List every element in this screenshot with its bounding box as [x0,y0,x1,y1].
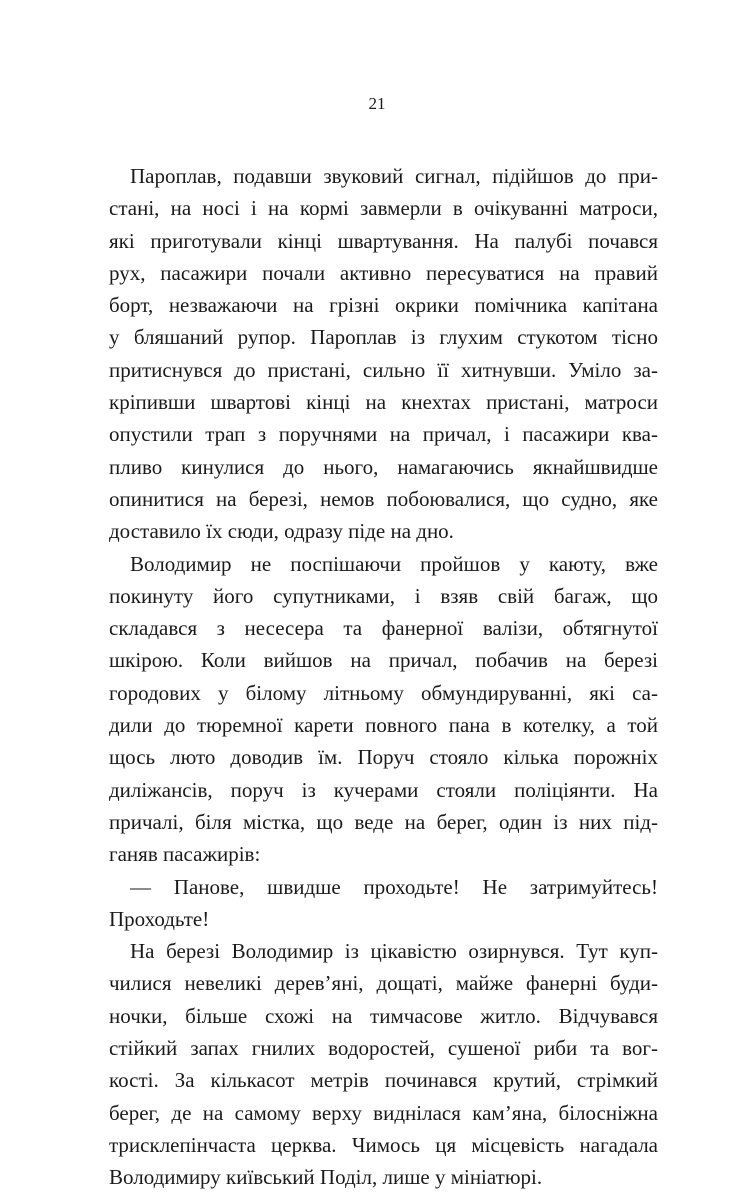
text-line: Проходьте! [109,906,210,931]
text-line: шкірою. Коли вийшов на причал, побачив на березі [109,648,658,673]
text-line: чилися невеликі дерев’яні, дощаті, майже фанерні буди- [109,971,658,996]
text-line: Пароплав, подавши звуковий сигнал, підійшов до при- [130,164,658,188]
paragraph [88,160,658,548]
text-line: причалі, біля містка, що веде на берег, один із них під- [109,809,658,834]
text-line: складався з несесера та фанерної валізи, обтягнутої [109,616,658,641]
text-line: дили до тюремної карети повного пана в котелку, а той [109,713,658,738]
text-line: доставило їх сюди, одразу піде на дно. [109,519,454,544]
paragraph [88,548,658,871]
text-line: опинитися на березі, немов побоювалися, що судно, яке [109,486,658,511]
text-line: притиснувся до пристані, сильно її хитнувши. Уміло за- [109,357,658,382]
paragraph [88,935,658,1193]
text-line: кості. За кількасот метрів починався крутий, стрімкий [109,1068,658,1093]
text-line: городових у білому літньому обмундируванні, які са- [109,680,658,705]
text-line: На березі Володимир із цікавістю озирнувся. Тут куп- [130,939,658,964]
text-line: диліжансів, поруч із кучерами стояли поліціянти. На [109,777,658,802]
text-line: борт, незважаючи на грізні окрики помічника капітана [109,293,658,318]
text-line: які приготували кінці швартування. На палубі почався [109,228,658,253]
text-line: покинуту його супутниками, і взяв свій багаж, що [109,583,658,608]
text-line: кріпивши швартові кінці на кнехтах пристані, матроси [109,390,658,415]
text-line: Володимиру київський Поділ, лише у мініатюрі. [109,1165,543,1190]
paragraph [88,871,658,936]
text-line: стані, на носі і на кормі завмерли в очікуванні матроси, [109,196,658,221]
text-line: рух, пасажири почали активно пересуватися на правий [109,260,658,285]
text-line: стійкий запах гнилих водоростей, сушеної риби та вог- [109,1036,658,1061]
text-line: ночки, більше схожі на тимчасове житло. Відчувався [109,1003,658,1028]
text-line: — Панове, швидше проходьте! Не затримуйтесь! [130,874,658,899]
text-line: ганяв пасажирів: [109,842,261,867]
text-line: у бляшаний рупор. Пароплав із глухим стукотом тісно [109,325,658,350]
text-line: трисклепінчаста церква. Чимось ця місцевість нагадала [109,1132,658,1157]
text-line: берег, де на самому верху виднілася кам’яна, білосніжна [109,1100,658,1125]
text-line: пливо кинулися до нього, намагаючись якнайшвидше [109,454,658,479]
body-text [88,160,658,1194]
text-line: Володимир не поспішаючи пройшов у каюту, вже [130,551,658,576]
text-line: щось люто доводив їм. Поруч стояло кілька порожніх [109,745,658,770]
page-number: 21 [368,94,386,113]
text-line: опустили трап з поручнями на причал, і пасажири ква- [109,422,658,447]
